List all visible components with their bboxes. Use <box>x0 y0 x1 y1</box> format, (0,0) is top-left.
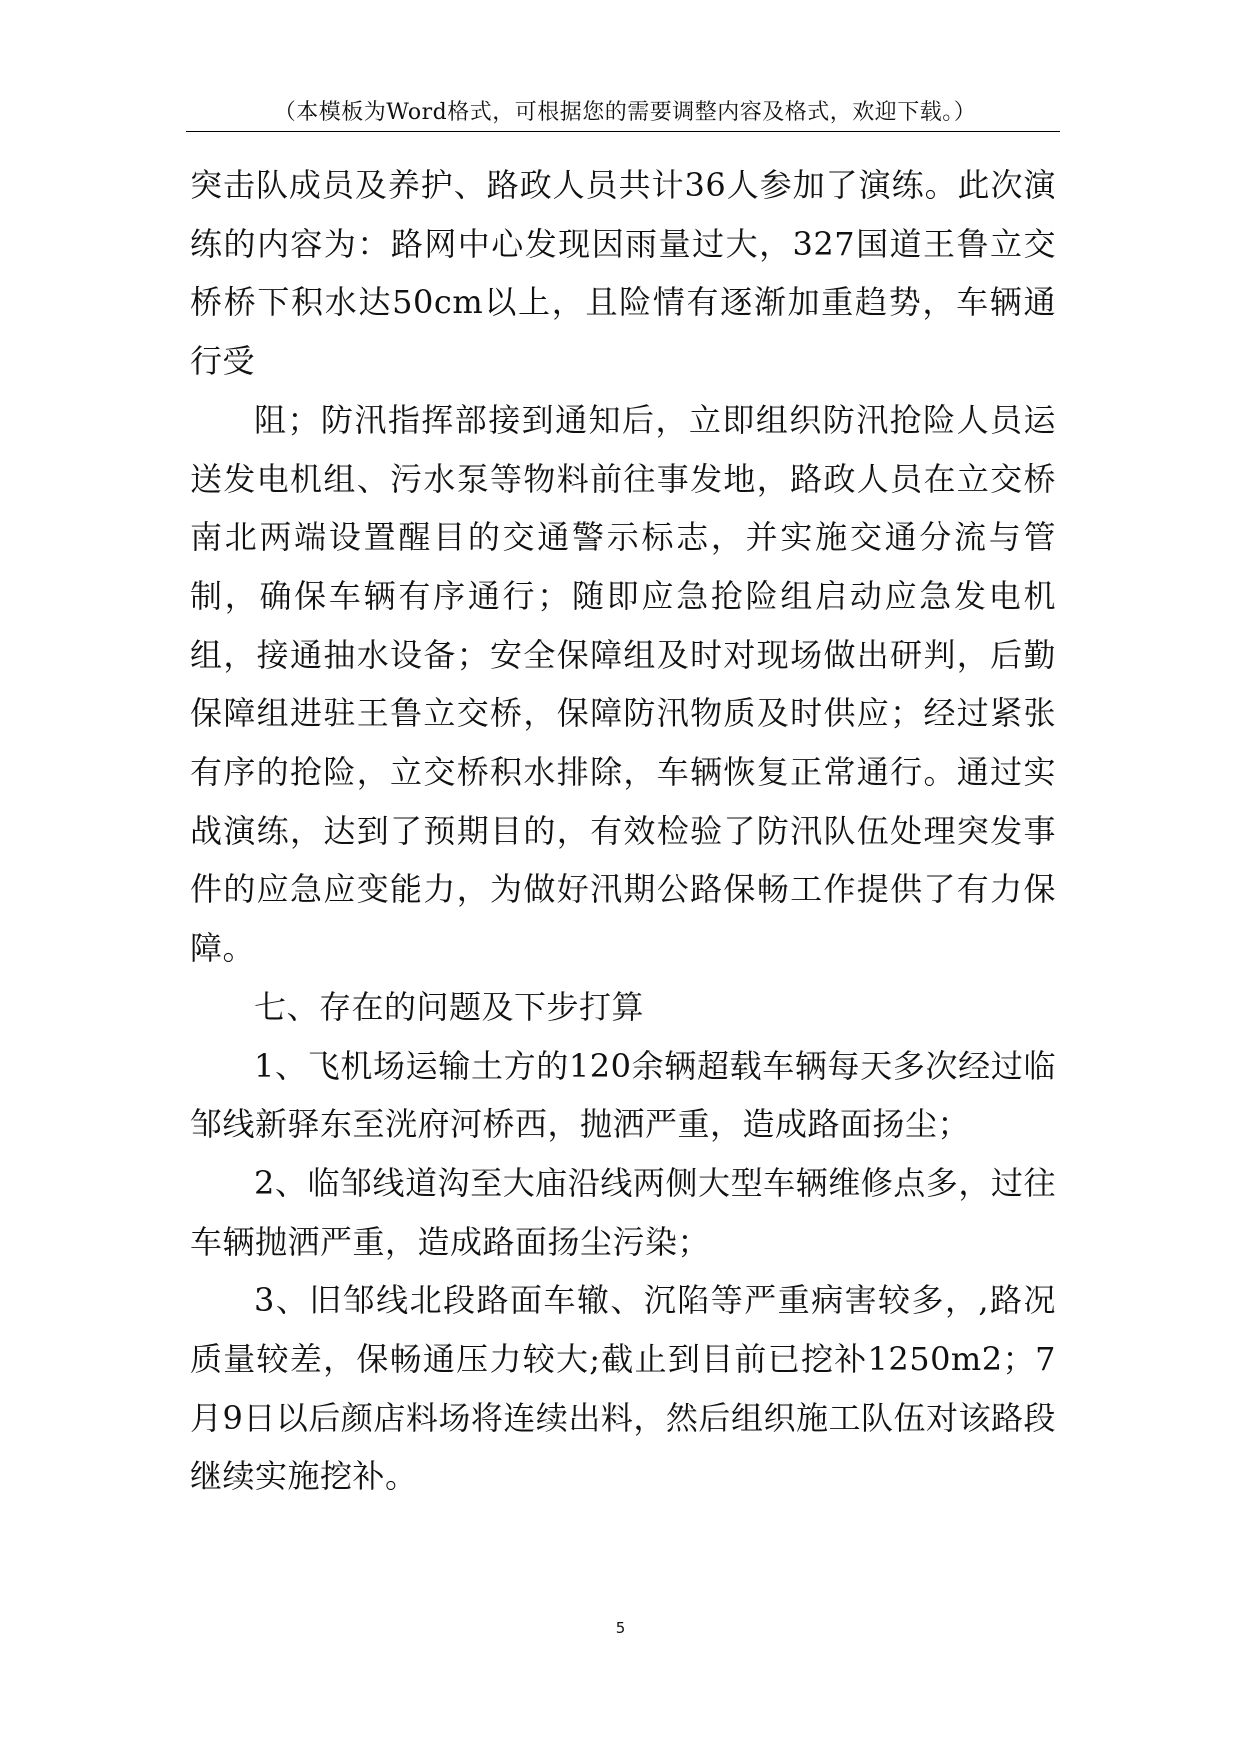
header-divider <box>186 131 1060 132</box>
list-item-problem-1: 1、飞机场运输土方的120余辆超载车辆每天多次经过临邹线新驿东至洸府河桥西，抛洒严重，造成路面扬尘； <box>190 1046 1056 1144</box>
document-body <box>190 156 1056 1506</box>
page-number: 5 <box>615 1619 626 1637</box>
template-note-header: （本模板为Word格式，可根据您的需要调整内容及格式，欢迎下载。） <box>273 100 977 125</box>
list-item-problem-2: 2、临邹线道沟至大庙沿线两侧大型车辆维修点多，过往车辆抛洒严重，造成路面扬尘污染； <box>190 1163 1056 1261</box>
paragraph-drill-intro: 突击队成员及养护、路政人员共计36人参加了演练。此次演练的内容为：路网中心发现因雨量过大，327国道王鲁立交桥桥下积水达50cm以上，且险情有逐渐加重趋势，车辆通行受 <box>190 166 1056 381</box>
section-heading-problems: 七、存在的问题及下步打算 <box>254 987 645 1026</box>
list-item-problem-3: 3、旧邹线北段路面车辙、沉陷等严重病害较多，,路况质量较差，保畅通压力较大;截止到目前已挖补1250m2；7月9日以后颜店料场将连续出料，然后组织施工队伍对该路段继续实施挖补。 <box>190 1281 1056 1496</box>
paragraph-drill-process: 阻；防汛指挥部接到通知后，立即组织防汛抢险人员运送发电机组、污水泵等物料前往事发地，路政人员在立交桥南北两端设置醒目的交通警示标志，并实施交通分流与管制，确保车辆有序通行；随即应急抢险组启动应急发电机组，接通抽水设备；安全保障组及时对现场做出研判，后勤保障组进驻王鲁立交桥，保障防汛物质及时供应；经过紧张有序的抢险，立交桥积水排除，车辆恢复正常通行。通过实战演练，达到了预期目的，有效检验了防汛队伍处理突发事件的应急应变能力，为做好汛期公路保畅工作提供了有力保障。 <box>190 400 1056 968</box>
